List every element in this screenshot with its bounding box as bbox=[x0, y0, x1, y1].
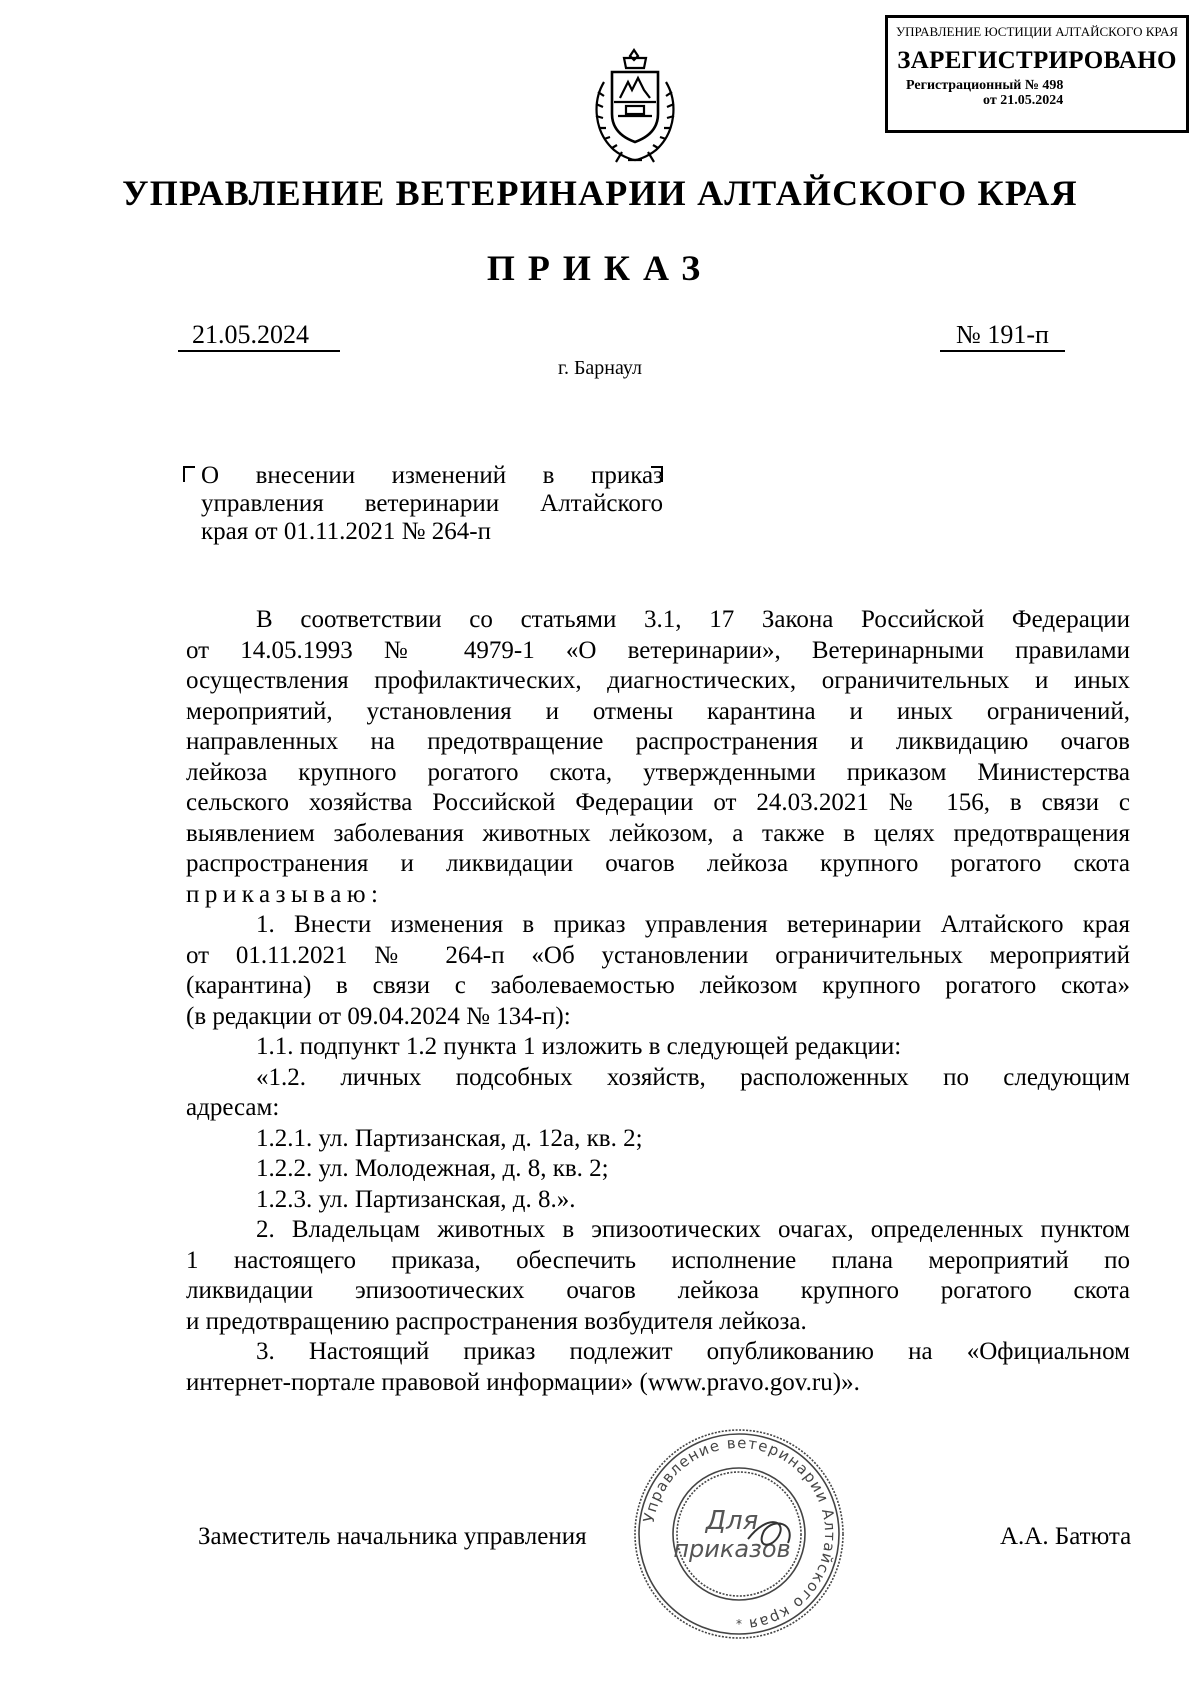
item-1-last-line: (в редакции от 09.04.2024 № 134-п): bbox=[186, 1002, 571, 1030]
preamble-line: мероприятий, установления и отмены карантина и иных ограничений, bbox=[186, 697, 1130, 725]
item-3: 3. Настоящий приказ подлежит опубликованию на «Официальном bbox=[256, 1338, 1130, 1365]
preamble-line: распространения и ликвидации очагов лейкоза крупного рогатого скота bbox=[186, 850, 1130, 877]
preamble-line: лейкоза крупного рогатого скота, утвержденными приказом Министерства bbox=[186, 758, 1130, 786]
address-3: 1.2.3. ул. Партизанская, д. 8.». bbox=[256, 1185, 576, 1213]
subject-line-2-word: управления bbox=[201, 490, 324, 517]
subject-line-1 bbox=[183, 462, 663, 490]
document-city: г. Барнаул bbox=[558, 357, 642, 379]
preamble-line: от 14.05.1993 № 4979-1 «О ветеринарии», Ветеринарными правилами bbox=[186, 636, 1130, 664]
seal-center-line-2: приказов bbox=[673, 1535, 791, 1563]
registration-stamp bbox=[885, 15, 1189, 133]
document-type: ПРИКАЗ bbox=[486, 248, 714, 288]
subject-line-1-word: приказ bbox=[590, 462, 663, 489]
signatory-name: А.А. Батюта bbox=[1000, 1523, 1132, 1550]
preamble-line: В соответствии со статьями 3.1, 17 Закона Российской Федерации bbox=[256, 606, 1130, 633]
item-3-last-line: интернет-портале правовой информации» (www.pravo.gov.ru)». bbox=[186, 1368, 860, 1396]
item-2-line: 2. Владельцам животных в эпизоотических очагах, определенных пунктом bbox=[256, 1216, 1130, 1243]
subject-line-1-word: внесении bbox=[255, 462, 356, 489]
seal-ring-text: Управление ветеринарии Алтайского края bbox=[639, 1433, 840, 1634]
preamble-line: выявлением заболевания животных лейкозом, а также в целях предотвращения bbox=[186, 819, 1130, 847]
subject-line-2 bbox=[183, 490, 663, 518]
item-2-line: 1 настоящего приказа, обеспечить исполнение плана мероприятий по bbox=[186, 1246, 1130, 1274]
item-1-2: «1.2. личных подсобных хозяйств, расположенных по следующим bbox=[256, 1063, 1130, 1091]
subject-line-1-word: изменений bbox=[391, 462, 507, 489]
svg-text:*: * bbox=[736, 1617, 742, 1631]
seal-center-line-1: Для bbox=[705, 1506, 759, 1536]
address-2: 1.2.2. ул. Молодежная, д. 8, кв. 2; bbox=[256, 1155, 609, 1182]
subject-line-1-word: О bbox=[201, 462, 220, 489]
item-1-2-last: адресам: bbox=[186, 1094, 280, 1121]
item-2 bbox=[186, 1215, 1130, 1307]
registration-number: Регистрационный № 498 bbox=[906, 77, 1064, 93]
preamble-line: осуществления профилактических, диагностических, ограничительных и иных bbox=[186, 667, 1130, 694]
registration-date: от 21.05.2024 bbox=[983, 92, 1064, 108]
subject-line-2-word: Алтайского bbox=[540, 490, 663, 517]
official-seal-icon bbox=[628, 1423, 850, 1645]
preamble-line: направленных на предотвращение распространения и ликвидацию очагов bbox=[186, 728, 1130, 755]
preamble-line: сельского хозяйства Российской Федерации от 24.03.2021 № 156, в связи с bbox=[186, 789, 1130, 816]
item-1-line: (карантина) в связи с заболеваемостью лейкозом крупного рогатого скота» bbox=[186, 972, 1130, 999]
document-subject bbox=[183, 462, 663, 546]
preamble-paragraph bbox=[186, 605, 1130, 880]
item-1-line: от 01.11.2021 № 264-п «Об установлении ограничительных мероприятий bbox=[186, 941, 1130, 969]
subject-line-2-word: ветеринарии bbox=[364, 490, 500, 517]
item-1 bbox=[186, 910, 1130, 1002]
address-1: 1.2.1. ул. Партизанская, д. 12а, кв. 2; bbox=[256, 1124, 643, 1152]
item-2-line: ликвидации эпизоотических очагов лейкоза крупного рогатого скота bbox=[186, 1277, 1130, 1304]
coat-of-arms-icon bbox=[584, 42, 686, 168]
signatory-position: Заместитель начальника управления bbox=[198, 1523, 587, 1550]
item-1-1: 1.1. подпункт 1.2 пункта 1 изложить в следующей редакции: bbox=[256, 1033, 902, 1060]
document-number: № 191-п bbox=[940, 320, 1065, 352]
document-body bbox=[186, 605, 1130, 1398]
registration-org: УПРАВЛЕНИЕ ЮСТИЦИИ АЛТАЙСКОГО КРАЯ bbox=[895, 24, 1179, 39]
document-date: 21.05.2024 bbox=[178, 320, 340, 352]
subject-line-3: края от 01.11.2021 № 264-п bbox=[201, 518, 491, 545]
subject-line-1-word: в bbox=[542, 462, 555, 489]
organization-title: УПРАВЛЕНИЕ ВЕТЕРИНАРИИ АЛТАЙСКОГО КРАЯ bbox=[122, 173, 1078, 213]
orders-word: приказываю: bbox=[186, 880, 384, 908]
registration-status: ЗАРЕГИСТРИРОВАНО bbox=[897, 46, 1177, 74]
item-1-line: 1. Внести изменения в приказ управления ветеринарии Алтайского края bbox=[256, 911, 1130, 938]
item-2-last-line: и предотвращению распространения возбудителя лейкоза. bbox=[186, 1307, 807, 1335]
